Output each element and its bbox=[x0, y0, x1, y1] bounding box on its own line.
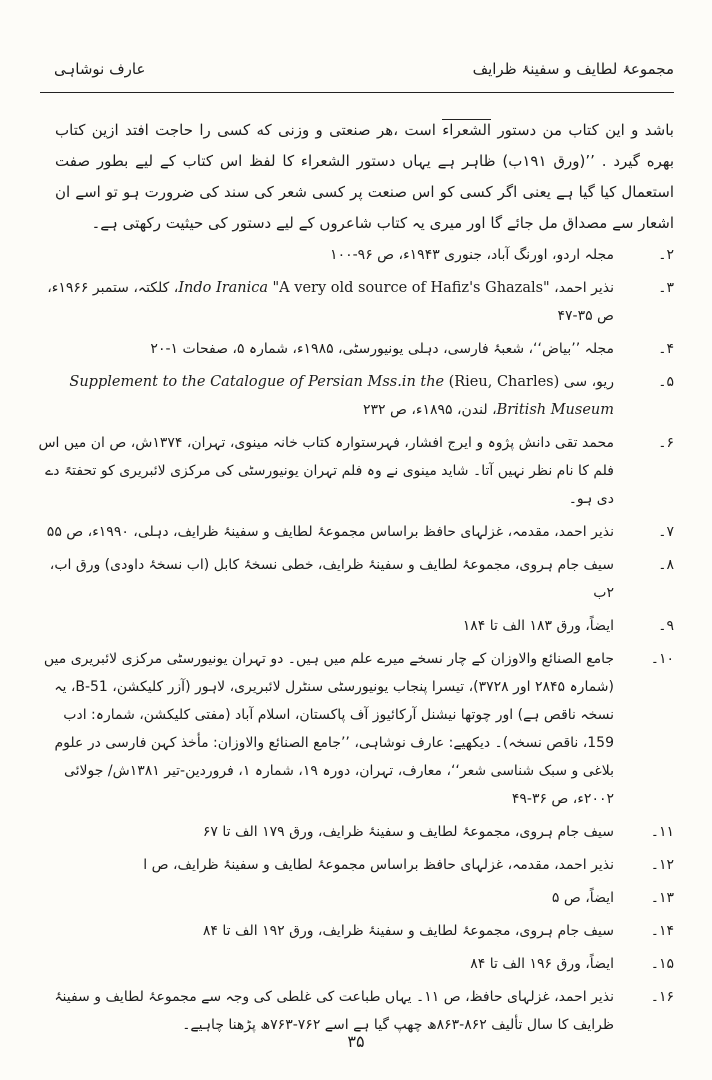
endnote-number: ۲۔ bbox=[658, 247, 674, 263]
endnote-text: ایضاً، ورق ۱۹۶ الف تا ۸۴ bbox=[470, 956, 614, 972]
endnote-number: ۱۵۔ bbox=[650, 956, 674, 972]
endnote-text: مجلہ ’’بیاض‘‘، شعبۂ فارسی، دہلی یونیورسٹی، ۱۹۸۵ء، شمارہ ۵، صفحات ۱-۲۰ bbox=[150, 341, 614, 357]
endnote-author: نذیر احمد، bbox=[554, 280, 614, 296]
endnote-number: ۳۔ bbox=[658, 280, 674, 296]
endnote bbox=[30, 851, 674, 879]
endnote-number: ۸۔ bbox=[658, 557, 674, 573]
endnote-number: ۱۶۔ bbox=[650, 989, 674, 1005]
header-rule bbox=[40, 92, 674, 93]
endnote-author: ریو، سی bbox=[563, 374, 614, 390]
endnote-text: ایضاً، ورق ۱۸۳ الف تا ۱۸۴ bbox=[462, 618, 614, 634]
endnote-text: جامع الصنائع والاوزان کے چار نسخے میرے علم میں ہیں۔ دو تہران یونیورسٹی مرکزی لائبریری میں (شمارہ ۲۸۴۵ اور ۳۷۲۸)، تیسرا پنجاب یونیورسٹی سنٹرل لائبریری، لاہور (آزر کلیکشن، B-51، یہ نسخہ ناقص ہے) اور چوتھا نیشنل آرکائیوز آف پاکستان، اسلام آباد (مفتی کلیکشن، شمارہ: ادب 159، ناقص نسخہ)۔ دیکھیے: عارف نوشاہی، ’’جامع الصنائع والاوزان: مأخذ کہن فارسی در علوم بلاغی و سبک شناسی شعر‘‘، معارف، تہران، دورہ ۱۹، شمارہ ۱، فروردین-تیر ۱۳۸۱ش/ جولائی ۲۰۰۲ء، ص ۳۶-۴۹ bbox=[43, 651, 614, 807]
endnote bbox=[30, 917, 674, 945]
endnote-latin-title: Supplement to the Catalogue of Persian Mss.in the British Museum bbox=[69, 374, 614, 418]
endnote-text: نذیر احمد، مقدمہ، غزلہای حافظ براساس مجموعۂ لطایف و سفینۂ ظرایف، ص ا bbox=[143, 857, 614, 873]
endnote-number: ۱۱۔ bbox=[650, 824, 674, 840]
endnote-text: سیف جام ہروی، مجموعۂ لطایف و سفینۂ ظرایف، ورق ۱۷۹ الف تا ۶۷ bbox=[202, 824, 614, 840]
endnote bbox=[30, 950, 674, 978]
endnote-text: محمد تقی دانش پژوہ و ایرج افشار، فہرستوارہ کتاب خانہ مینوی، تہران، ۱۳۷۴ش، ص ان میں اس فلم کا نام نظر نہیں آتا۔ شاید مینوی نے وہ فلم تہران یونیورسٹی کی مرکزی لائبریری کو تحفتہً دے دی ہو۔ bbox=[38, 435, 614, 507]
endnote bbox=[30, 884, 674, 912]
endnote bbox=[30, 645, 674, 813]
endnote-publication: ، کلکتہ، ستمبر ۱۹۶۶ء، ص ۳۵-۴۷ bbox=[47, 280, 614, 324]
endnote-number: ۷۔ bbox=[658, 524, 674, 540]
urdu-commentary: بهره گیرد . ’’(ورق ۱۹۱ب) ظاہر ہے یہاں دستور الشعراء کا لفظ اس کتاب کے لیے بطور صفت استعمال کیا گیا ہے یعنی اگر کسی کو اس صنعت پر کسی شعر کی سند کی ضرورت ہو تو اسے ان اشعار سے مصداق مل جائے گا اور میری یہ کتاب شاعروں کے لیے دستور کی حیثیت رکھتی ہے۔ bbox=[55, 152, 674, 232]
endnote bbox=[30, 551, 674, 607]
header-author: عارف نوشاہی bbox=[54, 60, 146, 78]
endnote-text: ایضاً، ص ۵ bbox=[551, 890, 614, 906]
endnote-latin-author: (Rieu, Charles) bbox=[448, 374, 560, 390]
endnote-text: مجلہ اردو، اورنگ آباد، جنوری ۱۹۴۳ء، ص ۹۶-۱۰۰ bbox=[330, 247, 614, 263]
endnote-number: ۶۔ bbox=[658, 435, 674, 451]
endnote bbox=[30, 983, 674, 1039]
endnote bbox=[30, 274, 674, 330]
body-paragraph bbox=[55, 115, 674, 239]
endnote bbox=[30, 241, 674, 269]
endnote bbox=[30, 818, 674, 846]
endnote-text: نذیر احمد، غزلہای حافظ، ص ۱۱۔ یہاں طباعت کی غلطی کی وجہ سے مجموعۂ لطایف و سفینۂ ظرایف کا سال تألیف ۸۶۲-۸۶۳ھ چھپ گیا ہے اسے ۷۶۲-۷۶۳ھ پڑھنا چاہیے۔ bbox=[54, 989, 614, 1033]
persian-quote-overlined: الشعراء bbox=[442, 121, 492, 139]
endnote bbox=[30, 612, 674, 640]
running-header bbox=[40, 60, 674, 84]
endnote-number: ۱۳۔ bbox=[650, 890, 674, 906]
endnote-text: نذیر احمد، مقدمہ، غزلہای حافظ براساس مجموعۂ لطایف و سفینۂ ظرایف، دہلی، ۱۹۹۰ء، ص ۵۵ bbox=[46, 524, 614, 540]
persian-quote-part2: است ،هر صنعتی و وزنی که کسی را حاجت افتد ازین کتاب bbox=[55, 121, 436, 139]
endnote-text bbox=[69, 374, 614, 418]
endnote-number: ۱۲۔ bbox=[650, 857, 674, 873]
endnote bbox=[30, 335, 674, 363]
page-number: ۳۵ bbox=[347, 1032, 365, 1051]
endnote bbox=[30, 429, 674, 513]
endnote-text: سیف جام ہروی، مجموعۂ لطایف و سفینۂ ظرایف، خطی نسخۂ کابل (اب نسخۂ داودی) ورق اب، ۲ب bbox=[49, 557, 614, 601]
endnote-latin-title: "A very old source of Hafiz's Ghazals" bbox=[272, 280, 550, 296]
endnote-latin-journal: Indo Iranica bbox=[178, 280, 269, 296]
endnote bbox=[30, 368, 674, 424]
endnote-publication: ، لندن، ۱۸۹۵ء، ص ۲۳۲ bbox=[362, 402, 497, 418]
endnote-text: سیف جام ہروی، مجموعۂ لطایف و سفینۂ ظرایف، ورق ۱۹۲ الف تا ۸۴ bbox=[202, 923, 614, 939]
persian-quote-part1: باشد و این کتاب من دستور bbox=[497, 121, 674, 139]
endnote-number: ۴۔ bbox=[658, 341, 674, 357]
endnotes-list bbox=[30, 241, 674, 1044]
endnote-number: ۱۴۔ bbox=[650, 923, 674, 939]
endnote-number: ۵۔ bbox=[658, 374, 674, 390]
endnote-number: ۱۰۔ bbox=[650, 651, 674, 667]
endnote-number: ۹۔ bbox=[658, 618, 674, 634]
endnote-text bbox=[47, 280, 614, 324]
header-book-title: مجموعۂ لطایف و سفینۂ ظرایف bbox=[472, 60, 674, 78]
endnote bbox=[30, 518, 674, 546]
